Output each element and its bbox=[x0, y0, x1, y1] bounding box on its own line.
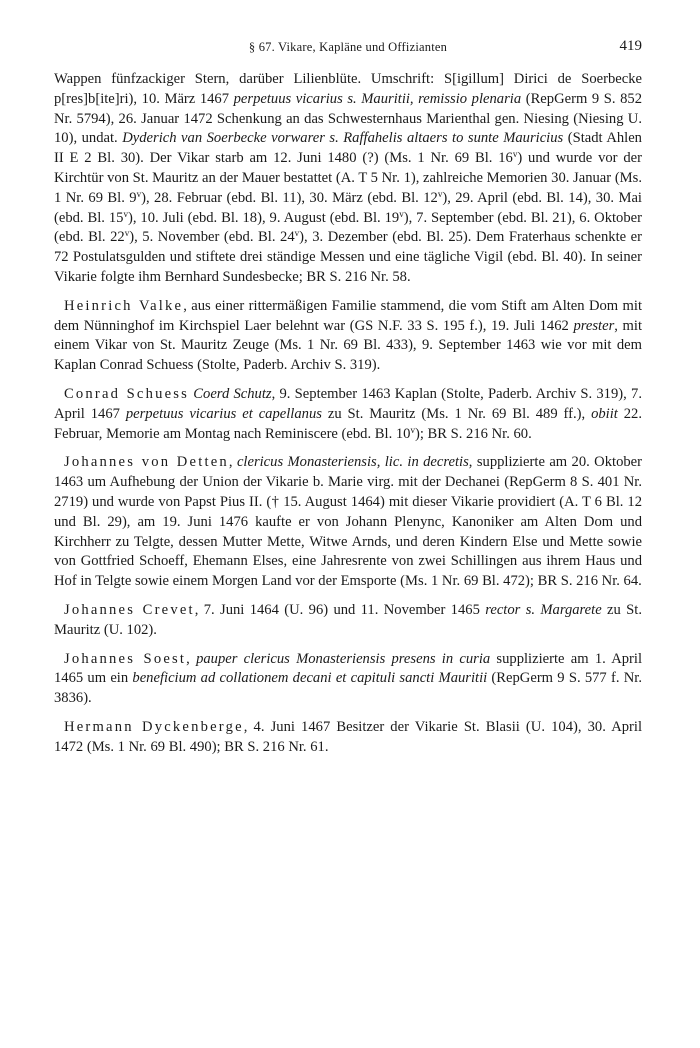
verso-mark: v bbox=[399, 208, 404, 219]
text-run: Wappen fünfzackiger Stern, darüber Lilienblüte. Umschrift: S[igillum] Dirici de Soerbecke p[res]b[ite]ri), 10. März 1467 bbox=[54, 71, 642, 107]
text-run: ), 3. Dezember (ebd. Bl. 25). Dem Fraterhaus schenkte er 72 Postulatsgulden und stiftete drei ständige Messen und eine tägliche Vigil (ebd. Bl. 40). In seiner Vikarie folgte ihm Bernhard Sundesbecke; BR S. 216 Nr. 58. bbox=[54, 229, 642, 285]
person-name: Johannes Crevet bbox=[64, 601, 195, 618]
text-run: zu St. Mauritz (U. 102). bbox=[54, 601, 642, 638]
latin-quote: rector s. Margarete bbox=[485, 601, 602, 618]
person-name: Johannes von Detten bbox=[64, 454, 229, 471]
verso-mark: v bbox=[512, 149, 518, 160]
entry-heinrich-valke bbox=[54, 297, 642, 376]
text-run: ); BR S. 216 Nr. 60. bbox=[414, 425, 532, 442]
verso-mark: v bbox=[410, 424, 415, 435]
running-head: § 67. Vikare, Kapläne und Offizianten bbox=[248, 40, 448, 54]
person-name: Heinrich Valke bbox=[64, 297, 184, 314]
text-run: , mit einem Vikar von St. Mauritz Zeuge (Ms. 1 Nr. 69 Bl. 433), 9. September 1463 wie vor mit dem Kaplan Conrad Schuess (Stolte, Paderb. Archiv S. 319). bbox=[54, 317, 642, 374]
text-run: ), 29. April (ebd. Bl. 14), 30. Mai (ebd. Bl. 15 bbox=[54, 189, 642, 226]
page-number: 419 bbox=[619, 38, 642, 54]
text-run: ), 28. Februar (ebd. Bl. 11), 30. März (ebd. Bl. 12 bbox=[141, 189, 438, 206]
verso-mark: v bbox=[294, 228, 300, 239]
text-run: 22. Februar, Memorie am Montag nach Reminiscere (ebd. Bl. 10 bbox=[54, 405, 643, 442]
body-text bbox=[54, 70, 642, 767]
quote: prester bbox=[573, 317, 615, 334]
text-run: , 7. Juni 1464 (U. 96) und 11. November 1465 bbox=[194, 601, 486, 618]
text-run: , aus einer rittermäßigen Familie stammend, die vom Stift am Alten Dom mit dem Nünninghof im Kirchspiel Laer belehnt war (GS N.F. 33 S. 195 f.), 19. Juli 1462 bbox=[54, 297, 643, 334]
name-variant: Coerd Schutz bbox=[193, 385, 272, 402]
text-run: supplizierte am 1. April 1465 um ein bbox=[54, 650, 642, 687]
entry-johannes-soest bbox=[54, 650, 642, 709]
text-run: , bbox=[186, 650, 197, 667]
text-run: zu St. Mauritz (Ms. 1 Nr. 69 Bl. 489 ff.), bbox=[321, 405, 592, 422]
latin-quote: obiit bbox=[591, 405, 618, 422]
latin-quote: beneficium ad collationem decani et capituli sancti Mauritii bbox=[132, 670, 488, 687]
text-run: , 4. Juni 1467 Besitzer der Vikarie St. Blasii (U. 104), 30. April 1472 (Ms. 1 Nr. 69 Bl. 490); BR S. 216 Nr. 61. bbox=[54, 718, 642, 755]
text-run: (RepGerm 9 S. 852 Nr. 5794), 26. Januar 1472 Schenkung an das Schwesternhaus Marienthal gen. Niesing (Niesing U. 10), undat. bbox=[54, 90, 643, 147]
person-name: Conrad Schuess bbox=[64, 385, 190, 402]
latin-quote: clericus Monasteriensis, lic. in decretis bbox=[236, 454, 469, 471]
text-run: ) und wurde vor der Kirchtür von St. Mauritz an der Mauer bestattet (A. T 5 Nr. 1), zahlreiche Memorien 30. Januar (Ms. 1 Nr. 69 Bl. 9 bbox=[54, 150, 642, 206]
entry-johannes-crevet bbox=[54, 601, 642, 641]
text-run: (RepGerm 9 S. 577 f. Nr. 3836). bbox=[54, 670, 642, 707]
text-run: ), 7. September (ebd. Bl. 21), 6. Oktober (ebd. Bl. 22 bbox=[54, 209, 642, 246]
text-run: ), 5. November (ebd. Bl. 24 bbox=[129, 229, 295, 246]
verso-mark: v bbox=[123, 208, 128, 219]
verso-mark: v bbox=[136, 188, 142, 199]
entry-johannes-von-detten bbox=[54, 453, 642, 592]
latin-quote: perpetuus vicarius et capellanus bbox=[125, 405, 322, 422]
text-run: (Stadt Ahlen II E 2 Bl. 30). Der Vikar starb am 12. Juni 1480 (?) (Ms. 1 Nr. 69 Bl. 16 bbox=[54, 130, 642, 167]
verso-mark: v bbox=[437, 188, 443, 199]
text-run: , 9. September 1463 Kaplan (Stolte, Paderb. Archiv S. 319), 7. April 1467 bbox=[54, 385, 642, 422]
text-run: , bbox=[228, 454, 237, 471]
entry-conrad-schuess bbox=[54, 385, 642, 444]
text-run: , supplizierte am 20. Oktober 1463 um Aufhebung der Union der Vikarie b. Marie virg. mit der Dechanei (RepGerm 8 S. 401 Nr. 2719) und wurde von Papst Pius II. († 15. August 1464) mit dieser Vikarie providiert (A. T 6 Bl. 12 und Bl. 29), am 19. Juni 1476 kaufte er von Johann Plenync, Kanoniker am Alten Dom und Kirchherr zu Telgte, dessen Mutter Mette, Witwe Arnds, und deren Kindern Else und Mette sowie von Gottfried Schoeff, Ehemann Elses, eine Jahresrente von zwei Schillingen aus ihrem Haus und Hof in Telgte sowie einem Morgen Land vor der Emsporte (Ms. 1 Nr. 69 Bl. 472); BR S. 216 Nr. 64. bbox=[54, 454, 643, 590]
quote: Dyderich van Soerbecke vorwarer s. Raffahelis altaers to sunte Mauricius bbox=[122, 130, 564, 147]
person-name: Hermann Dyckenberge bbox=[64, 718, 244, 735]
page-header bbox=[54, 40, 642, 60]
person-name: Johannes Soest bbox=[64, 650, 187, 667]
entry-hermann-dyckenberge bbox=[54, 718, 642, 758]
text-run: ), 10. Juli (ebd. Bl. 18), 9. August (ebd. Bl. 19 bbox=[127, 209, 400, 226]
verso-mark: v bbox=[124, 228, 130, 239]
latin-quote: pauper clericus Monasteriensis presens in curia bbox=[196, 650, 491, 667]
latin-quote: perpetuus vicarius s. Mauritii, remissio plenaria bbox=[233, 90, 522, 107]
paragraph-soerbecke-continued bbox=[54, 70, 642, 288]
